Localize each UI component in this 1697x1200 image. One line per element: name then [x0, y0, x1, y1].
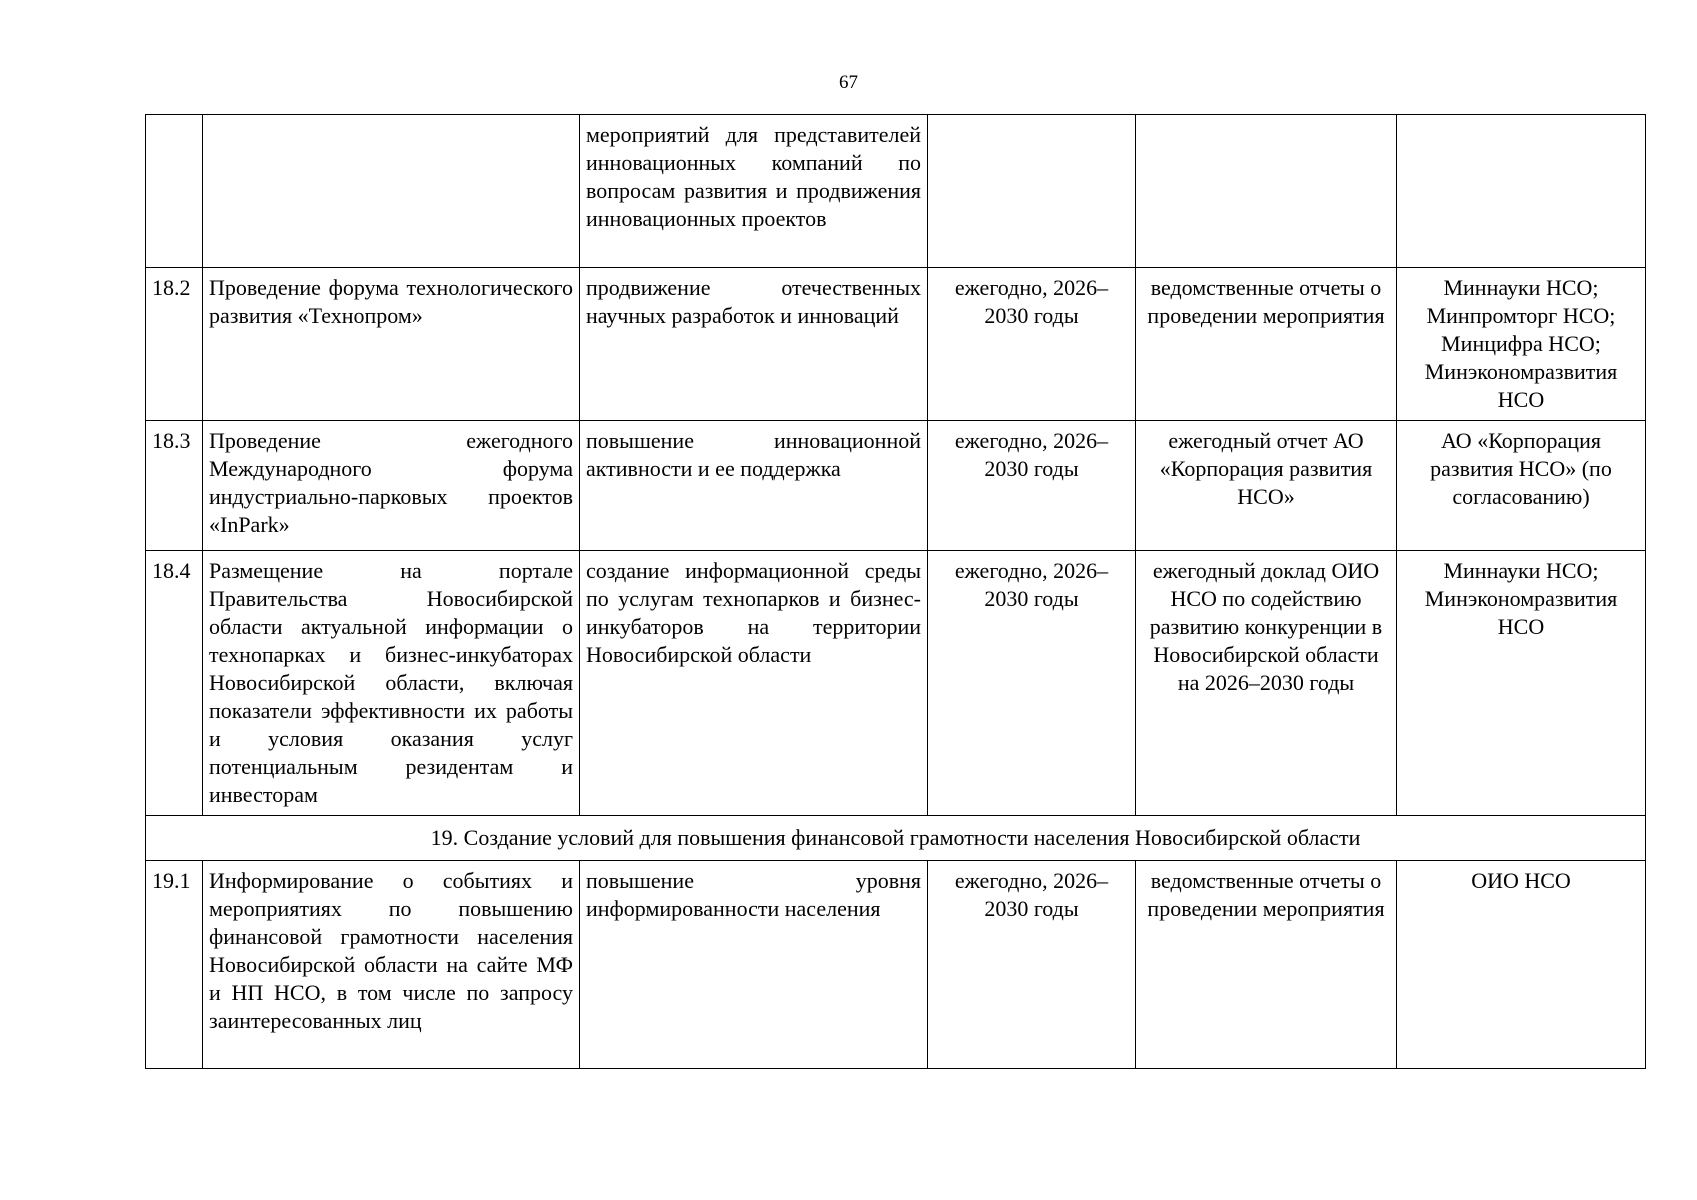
table-row — [146, 861, 1646, 1069]
row-number — [146, 115, 203, 268]
result-cell: продвижение отечественных научных разработок и инноваций — [580, 268, 928, 421]
row-number: 18.2 — [146, 268, 203, 421]
result-cell: повышение инновационной активности и ее поддержка — [580, 421, 928, 551]
executor-cell: АО «Корпорация развития НСО» (по согласованию) — [1397, 421, 1646, 551]
section-header-row — [146, 816, 1646, 861]
term-cell — [928, 115, 1136, 268]
result-cell: повышение уровня информированности населения — [580, 861, 928, 1069]
result-cell: создание информационной среды по услугам технопарков и бизнес-инкубаторов на территории Новосибирской области — [580, 551, 928, 816]
term-cell: ежегодно, 2026–2030 годы — [928, 861, 1136, 1069]
page-number: 67 — [839, 72, 858, 93]
report-cell: ежегодный отчет АО «Корпорация развития НСО» — [1136, 421, 1397, 551]
row-number: 19.1 — [146, 861, 203, 1069]
report-cell — [1136, 115, 1397, 268]
executor-cell: Миннауки НСО; Минпромторг НСО; Минцифра НСО; Минэкономразвития НСО — [1397, 268, 1646, 421]
event-cell: Проведение ежегодного Международного форума индустриально-парковых проектов «InPark» — [203, 421, 580, 551]
event-cell: Информирование о событиях и мероприятиях по повышению финансовой грамотности населения Новосибирской области на сайте МФ и НП НСО, в том числе по запросу заинтересованных лиц — [203, 861, 580, 1069]
report-cell: ежегодный доклад ОИО НСО по содействию развитию конкуренции в Новосибирской области на 2026–2030 годы — [1136, 551, 1397, 816]
result-cell: мероприятий для представителей инновационных компаний по вопросам развития и продвижения инновационных проектов — [580, 115, 928, 268]
row-number: 18.4 — [146, 551, 203, 816]
section-title: 19. Создание условий для повышения финансовой грамотности населения Новосибирской области — [146, 816, 1646, 861]
table-row — [146, 268, 1646, 421]
event-cell: Проведение форума технологического развития «Технопром» — [203, 268, 580, 421]
report-cell: ведомственные отчеты о проведении мероприятия — [1136, 268, 1397, 421]
row-number: 18.3 — [146, 421, 203, 551]
executor-cell: ОИО НСО — [1397, 861, 1646, 1069]
term-cell: ежегодно, 2026–2030 годы — [928, 551, 1136, 816]
event-cell — [203, 115, 580, 268]
term-cell: ежегодно, 2026–2030 годы — [928, 268, 1136, 421]
table-row — [146, 551, 1646, 816]
report-cell: ведомственные отчеты о проведении мероприятия — [1136, 861, 1397, 1069]
table-row — [146, 115, 1646, 268]
term-cell: ежегодно, 2026–2030 годы — [928, 421, 1136, 551]
measures-table — [145, 114, 1646, 1069]
table-row — [146, 421, 1646, 551]
executor-cell: Миннауки НСО; Минэкономразвития НСО — [1397, 551, 1646, 816]
event-cell: Размещение на портале Правительства Новосибирской области актуальной информации о технопарках и бизнес-инкубаторах Новосибирской области, включая показатели эффективности их работы и условия оказания услуг потенциальным резидентам и инвесторам — [203, 551, 580, 816]
executor-cell — [1397, 115, 1646, 268]
